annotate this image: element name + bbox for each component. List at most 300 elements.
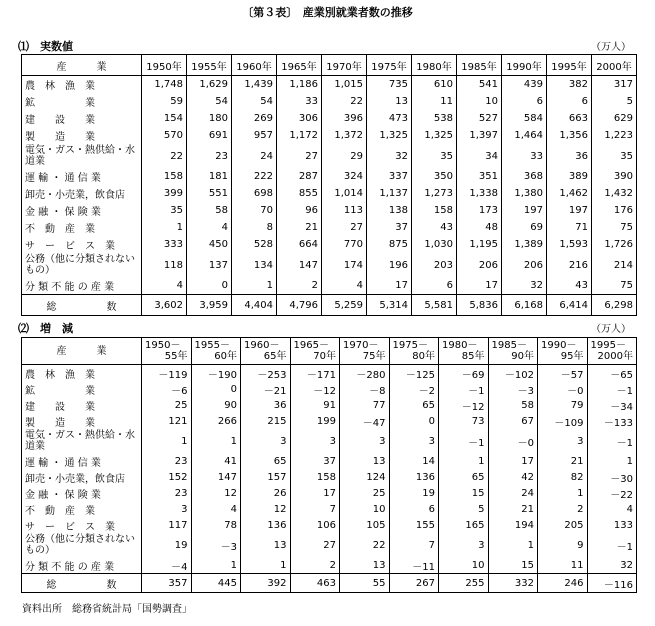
row-label: 農 林 漁 業	[22, 76, 142, 94]
table-cell: －4	[142, 557, 192, 574]
table-cell: 6	[389, 501, 439, 517]
table-row	[22, 202, 637, 219]
table-cell: 27	[277, 144, 322, 168]
total-cell: 392	[241, 574, 291, 593]
table-cell: 6	[502, 93, 547, 110]
table-cell: 32	[587, 557, 637, 574]
table-cell: 27	[322, 219, 367, 236]
table-cell: 389	[547, 168, 592, 185]
table-cell: －12	[439, 397, 489, 413]
table-cell: 1,186	[277, 76, 322, 94]
section1-unit: （万人）	[591, 42, 631, 53]
table-cell: 32	[367, 144, 412, 168]
row-label: サ ー ビ ス 業	[22, 517, 142, 533]
table-cell: －119	[142, 365, 192, 382]
table-cell: －11	[389, 557, 439, 574]
table-cell: 173	[457, 202, 502, 219]
column-header-year	[340, 338, 390, 365]
column-header-end: 60年	[214, 351, 237, 362]
table-cell: 48	[457, 219, 502, 236]
table-cell: 1,439	[232, 76, 277, 94]
row-label: 製 造 業	[22, 127, 142, 144]
table-cell: 23	[187, 144, 232, 168]
table-cell: 124	[340, 469, 390, 485]
table-cell: 584	[502, 110, 547, 127]
table-cell: 96	[277, 202, 322, 219]
table-cell: 17	[290, 485, 340, 501]
table-cell: 222	[232, 168, 277, 185]
table-cell: 1,372	[322, 127, 367, 144]
table-cell: 197	[502, 202, 547, 219]
table-cell: 82	[538, 469, 588, 485]
table-cell: 629	[592, 110, 637, 127]
table-cell: 1	[191, 557, 241, 574]
total-cell: 357	[142, 574, 192, 593]
column-header-year	[587, 338, 637, 365]
total-cell: 5,581	[412, 295, 457, 316]
table-row	[22, 381, 637, 397]
table-cell: 21	[277, 219, 322, 236]
table-cell: 266	[191, 413, 241, 429]
table-cell: 181	[187, 168, 232, 185]
table-cell: 0	[191, 381, 241, 397]
table-cell: 1,030	[412, 236, 457, 253]
table-cell: 306	[277, 110, 322, 127]
table-row	[22, 168, 637, 185]
table-cell: 65	[389, 397, 439, 413]
table-cell: 382	[547, 76, 592, 94]
table-cell: 117	[142, 517, 192, 533]
table-cell: 180	[187, 110, 232, 127]
table-cell: 541	[457, 76, 502, 94]
table-cell: 269	[232, 110, 277, 127]
table-cell: 0	[187, 277, 232, 295]
table-cell: 214	[592, 253, 637, 277]
table-cell: 22	[322, 93, 367, 110]
column-header-end: 70年	[313, 351, 336, 362]
table-cell: 65	[241, 453, 291, 469]
table-cell: 324	[322, 168, 367, 185]
column-header-end: 95年	[560, 351, 584, 362]
table-cell: 1	[142, 219, 187, 236]
table-cell: －21	[241, 381, 291, 397]
table-header-row	[22, 55, 637, 76]
table-cell: 1	[439, 453, 489, 469]
table-cell: －30	[587, 469, 637, 485]
total-row	[22, 295, 637, 316]
table-cell: －8	[340, 381, 390, 397]
table-cell: 1,338	[457, 185, 502, 202]
column-header-year	[488, 338, 538, 365]
table-cell: 32	[502, 277, 547, 295]
table-header-row	[22, 338, 637, 365]
table-cell: －1	[439, 429, 489, 453]
table-cell: －1	[439, 381, 489, 397]
table-cell: 22	[142, 144, 187, 168]
table-cell: 770	[322, 236, 367, 253]
table-cell: 199	[290, 413, 340, 429]
table-row	[22, 517, 637, 533]
table-cell: 13	[367, 93, 412, 110]
row-label: 建 設 業	[22, 110, 142, 127]
table-cell: 1,462	[547, 185, 592, 202]
table-cell: 7	[389, 533, 439, 557]
table-cell: 134	[232, 253, 277, 277]
table-cell: －102	[488, 365, 538, 382]
column-header-year: 1990年	[502, 55, 547, 76]
table-cell: 287	[277, 168, 322, 185]
table-cell: 70	[232, 202, 277, 219]
table-cell: 36	[241, 397, 291, 413]
table-cell: 350	[412, 168, 457, 185]
table-cell: 3	[241, 429, 291, 453]
table-cell: 1	[587, 453, 637, 469]
table-cell: 121	[142, 413, 192, 429]
column-header-year: 1970年	[322, 55, 367, 76]
row-label: 運 輸 ・ 通 信 業	[22, 453, 142, 469]
total-cell: 3,959	[187, 295, 232, 316]
table-cell: －171	[290, 365, 340, 382]
table-cell: －69	[439, 365, 489, 382]
table-cell: 25	[142, 397, 192, 413]
table-cell: 4	[142, 277, 187, 295]
column-header-year	[191, 338, 241, 365]
table-cell: 75	[592, 277, 637, 295]
table-cell: 698	[232, 185, 277, 202]
table-cell: －2	[389, 381, 439, 397]
table-row	[22, 185, 637, 202]
column-header-start: 1950－	[145, 340, 181, 351]
table-row	[22, 144, 637, 168]
total-cell: 246	[538, 574, 588, 593]
column-header-start: 1960－	[244, 340, 280, 351]
column-header-year	[142, 338, 192, 365]
table-row	[22, 253, 637, 277]
table-cell: 136	[389, 469, 439, 485]
row-label: 不 動 産 業	[22, 219, 142, 236]
column-header-industry: 産 業	[22, 55, 142, 76]
row-label: 分 類 不 能 の 産 業	[22, 277, 142, 295]
column-header-year: 1995年	[547, 55, 592, 76]
table-row	[22, 501, 637, 517]
table-cell: 12	[241, 501, 291, 517]
table-cell: 3	[439, 533, 489, 557]
column-header-year	[538, 338, 588, 365]
column-header-start: 1995－	[590, 340, 626, 351]
table-cell: 10	[439, 557, 489, 574]
total-cell: 3,602	[142, 295, 187, 316]
total-label: 総 数	[22, 295, 142, 316]
total-row	[22, 574, 637, 593]
table-cell: 54	[187, 93, 232, 110]
table-row	[22, 365, 637, 382]
table-cell: 73	[439, 413, 489, 429]
table-cell: 17	[457, 277, 502, 295]
document-title: 〔第３表〕 産業別就業者数の推移	[242, 6, 413, 19]
total-cell: 255	[439, 574, 489, 593]
table-cell: 691	[187, 127, 232, 144]
table-cell: 3	[290, 429, 340, 453]
table-cell: 19	[389, 485, 439, 501]
table-cell: 8	[232, 219, 277, 236]
table-cell: 58	[488, 397, 538, 413]
column-header-year	[241, 338, 291, 365]
column-header-start: 1975－	[392, 340, 428, 351]
total-cell: 267	[389, 574, 439, 593]
absolute-values-table	[21, 54, 637, 316]
table-cell: 43	[412, 219, 457, 236]
column-header-end: 75年	[362, 351, 386, 362]
table-cell: 106	[290, 517, 340, 533]
table-cell: 12	[191, 485, 241, 501]
table-cell: 65	[439, 469, 489, 485]
table-cell: 3	[389, 429, 439, 453]
table-cell: 147	[191, 469, 241, 485]
table-cell: 10	[340, 501, 390, 517]
table-cell: 4	[187, 219, 232, 236]
table-cell: 75	[592, 219, 637, 236]
table-cell: 21	[488, 501, 538, 517]
table-cell: 21	[538, 453, 588, 469]
table-cell: －65	[587, 365, 637, 382]
table-cell: 1,593	[547, 236, 592, 253]
table-cell: 35	[142, 202, 187, 219]
table-cell: 203	[412, 253, 457, 277]
table-cell: 317	[592, 76, 637, 94]
table-cell: 24	[232, 144, 277, 168]
table-cell: 9	[538, 533, 588, 557]
table-cell: 206	[502, 253, 547, 277]
table-cell: 205	[538, 517, 588, 533]
table-cell: 77	[340, 397, 390, 413]
table-cell: 1,432	[592, 185, 637, 202]
table-cell: 396	[322, 110, 367, 127]
table-cell: 42	[488, 469, 538, 485]
table-cell: －12	[290, 381, 340, 397]
table-cell: 6	[547, 93, 592, 110]
table-cell: 11	[538, 557, 588, 574]
table-cell: 1,748	[142, 76, 187, 94]
total-cell: 5,836	[457, 295, 502, 316]
total-label: 総 数	[22, 574, 142, 593]
total-cell: 55	[340, 574, 390, 593]
table-cell: －190	[191, 365, 241, 382]
table-cell: 5	[592, 93, 637, 110]
column-header-end: 65年	[263, 351, 287, 362]
table-cell: 215	[241, 413, 291, 429]
table-cell: 1,726	[592, 236, 637, 253]
table-cell: －1	[587, 533, 637, 557]
table-cell: 24	[488, 485, 538, 501]
row-label: 鉱 業	[22, 381, 142, 397]
table-cell: 54	[232, 93, 277, 110]
table-cell: 197	[547, 202, 592, 219]
total-cell: 5,259	[322, 295, 367, 316]
table-cell: 3	[142, 501, 192, 517]
table-cell: 58	[187, 202, 232, 219]
total-cell: 5,314	[367, 295, 412, 316]
row-label: 農 林 漁 業	[22, 365, 142, 382]
table-cell: 333	[142, 236, 187, 253]
total-cell: 6,414	[547, 295, 592, 316]
table-cell: 528	[232, 236, 277, 253]
row-label: 公務（他に分類されないもの）	[22, 533, 142, 557]
table-cell: 1,629	[187, 76, 232, 94]
column-header-year	[439, 338, 489, 365]
table-cell: 11	[412, 93, 457, 110]
table-cell: －47	[340, 413, 390, 429]
table-cell: 23	[142, 453, 192, 469]
table-cell: 69	[502, 219, 547, 236]
table-cell: 2	[538, 501, 588, 517]
table-cell: －133	[587, 413, 637, 429]
table-cell: 1	[241, 557, 291, 574]
table-cell: 1,137	[367, 185, 412, 202]
table-cell: 570	[142, 127, 187, 144]
column-header-start: 1990－	[541, 340, 577, 351]
row-label: 製 造 業	[22, 413, 142, 429]
table-cell: 13	[340, 557, 390, 574]
table-cell: －125	[389, 365, 439, 382]
table-cell: 1,172	[277, 127, 322, 144]
table-row	[22, 277, 637, 295]
table-cell: 158	[142, 168, 187, 185]
table-cell: 1,380	[502, 185, 547, 202]
column-header-year: 1975年	[367, 55, 412, 76]
total-cell: 4,404	[232, 295, 277, 316]
table-cell: 3	[340, 429, 390, 453]
table-cell: 1,195	[457, 236, 502, 253]
table-row	[22, 76, 637, 94]
table-cell: 33	[277, 93, 322, 110]
section2-heading: ⑵ 増 減	[18, 322, 73, 335]
column-header-end: 55年	[164, 351, 188, 362]
table-cell: 71	[547, 219, 592, 236]
table-cell: 90	[191, 397, 241, 413]
table-cell: －6	[142, 381, 192, 397]
table-cell: 4	[191, 501, 241, 517]
table-cell: 1,397	[457, 127, 502, 144]
table-cell: 17	[488, 453, 538, 469]
table-cell: －0	[488, 429, 538, 453]
table-cell: 154	[142, 110, 187, 127]
table-cell: 216	[547, 253, 592, 277]
table-cell: 176	[592, 202, 637, 219]
table-cell: 23	[142, 485, 192, 501]
row-label: 金 融 ・ 保 険 業	[22, 202, 142, 219]
table-cell: 113	[322, 202, 367, 219]
table-row	[22, 93, 637, 110]
table-cell: 194	[488, 517, 538, 533]
table-cell: 551	[187, 185, 232, 202]
column-header-industry: 産 業	[22, 338, 142, 365]
total-cell: 4,796	[277, 295, 322, 316]
row-label: 金 融 ・ 保 険 業	[22, 485, 142, 501]
table-cell: 67	[488, 413, 538, 429]
table-cell: 10	[457, 93, 502, 110]
total-cell: 445	[191, 574, 241, 593]
table-cell: 875	[367, 236, 412, 253]
table-row	[22, 127, 637, 144]
table-cell: 37	[367, 219, 412, 236]
row-label: 卸売・小売業，飲食店	[22, 185, 142, 202]
table-cell: 1,273	[412, 185, 457, 202]
table-cell: 390	[592, 168, 637, 185]
table-cell: 0	[389, 413, 439, 429]
table-cell: 158	[412, 202, 457, 219]
column-header-year: 1980年	[412, 55, 457, 76]
table-cell: －1	[587, 381, 637, 397]
table-cell: 26	[241, 485, 291, 501]
column-header-year: 1950年	[142, 55, 187, 76]
table-cell: 1,325	[367, 127, 412, 144]
table-cell: 337	[367, 168, 412, 185]
section1-heading: ⑴ 実数値	[18, 40, 73, 53]
table-cell: －22	[587, 485, 637, 501]
table-cell: 35	[592, 144, 637, 168]
table-cell: 1,464	[502, 127, 547, 144]
table-cell: －0	[538, 381, 588, 397]
table-cell: 4	[587, 501, 637, 517]
table-cell: 25	[340, 485, 390, 501]
table-cell: －253	[241, 365, 291, 382]
column-header-start: 1980－	[442, 340, 478, 351]
table-cell: 118	[142, 253, 187, 277]
table-cell: 147	[277, 253, 322, 277]
row-label: 公務（他に分類されないもの）	[22, 253, 142, 277]
table-cell: 527	[457, 110, 502, 127]
table-cell: 6	[412, 277, 457, 295]
table-row	[22, 110, 637, 127]
column-header-year: 1985年	[457, 55, 502, 76]
table-cell: 206	[457, 253, 502, 277]
column-header-start: 1955－	[194, 340, 230, 351]
table-cell: 152	[142, 469, 192, 485]
table-cell: 4	[322, 277, 367, 295]
table-cell: 1,389	[502, 236, 547, 253]
column-header-year: 1960年	[232, 55, 277, 76]
table-cell: 15	[488, 557, 538, 574]
table-cell: 957	[232, 127, 277, 144]
table-cell: 13	[241, 533, 291, 557]
table-cell: 33	[502, 144, 547, 168]
table-cell: 37	[290, 453, 340, 469]
table-cell: 36	[547, 144, 592, 168]
table-cell: 157	[241, 469, 291, 485]
row-label: 電気・ガス・熱供給・水道業	[22, 144, 142, 168]
table-row	[22, 533, 637, 557]
table-row	[22, 453, 637, 469]
table-cell: 735	[367, 76, 412, 94]
table-cell: 19	[142, 533, 192, 557]
table-cell: 1	[142, 429, 192, 453]
table-cell: 1,325	[412, 127, 457, 144]
table-cell: 29	[322, 144, 367, 168]
table-cell: 59	[142, 93, 187, 110]
section2-unit: （万人）	[591, 324, 631, 335]
table-cell: 138	[367, 202, 412, 219]
table-cell: 165	[439, 517, 489, 533]
table-cell: 1,223	[592, 127, 637, 144]
table-cell: 663	[547, 110, 592, 127]
table-cell: 473	[367, 110, 412, 127]
row-label: 運 輸 ・ 通 信 業	[22, 168, 142, 185]
table-cell: 1,014	[322, 185, 367, 202]
total-cell: 332	[488, 574, 538, 593]
column-header-year: 2000年	[592, 55, 637, 76]
table-cell: 13	[340, 453, 390, 469]
total-cell: －116	[587, 574, 637, 593]
